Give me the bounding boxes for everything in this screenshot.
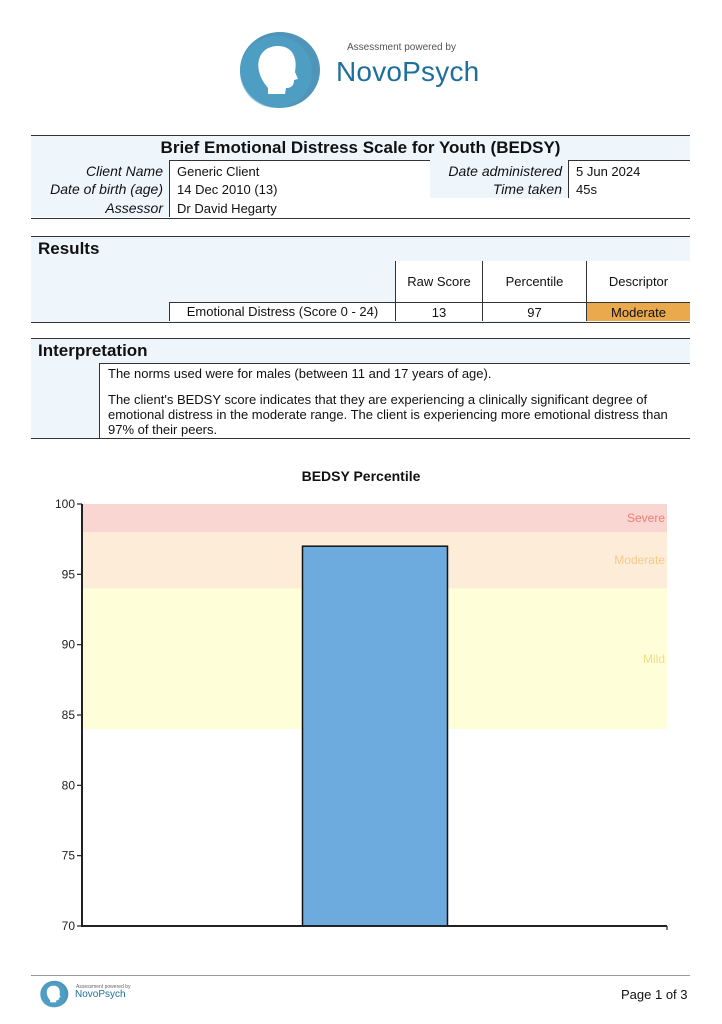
bar-percentile [303, 546, 448, 926]
brand-name: NovoPsych [336, 56, 480, 87]
column-header-percentile: Percentile [482, 261, 586, 302]
raw-score-value: 13 [395, 302, 482, 321]
band-label-moderate: Moderate [614, 553, 665, 567]
emotional-distress-row-label: Emotional Distress (Score 0 - 24) [169, 302, 395, 321]
results-heading: Results [38, 239, 100, 258]
y-tick-label: 100 [54, 497, 75, 511]
interpretation-section [31, 338, 690, 439]
date-administered-label: Date administered [448, 163, 562, 179]
interpretation-summary: The client's BEDSY score indicates that they are experiencing a clinically significant degree of emotional distress in the moderate range. The client is experiencing more emotional distress than 97% of their peers. [108, 392, 668, 437]
assessor-label: Assessor [105, 200, 163, 216]
novopsych-footer-logo-icon [39, 980, 69, 1008]
time-taken-label: Time taken [492, 181, 562, 197]
time-taken-value: 45s [576, 182, 597, 197]
y-tick-label: 85 [61, 708, 75, 722]
y-tick-label: 70 [61, 919, 75, 933]
dob-value: 14 Dec 2010 (13) [177, 182, 278, 197]
divider [568, 160, 569, 198]
results-table [395, 261, 690, 321]
date-administered-value: 5 Jun 2024 [576, 164, 641, 179]
client-name-label: Client Name [85, 163, 163, 179]
descriptor-badge: Moderate [586, 302, 690, 321]
y-tick-label: 75 [61, 848, 75, 863]
interpretation-text [99, 363, 690, 438]
client-info-block [31, 135, 690, 219]
footer-brand: NovoPsych [75, 989, 126, 1000]
title-bar [31, 136, 690, 161]
powered-by-text: Assessment powered by [347, 42, 456, 53]
y-tick-label: 90 [61, 637, 75, 652]
dob-label: Date of birth (age) [50, 181, 163, 197]
results-section [31, 236, 690, 323]
interpretation-heading: Interpretation [38, 341, 148, 360]
y-tick-label: 80 [61, 778, 75, 793]
band-label-mild: Mild [642, 652, 665, 666]
page-number: Page 1 of 3 [621, 987, 688, 1002]
client-name-value: Generic Client [177, 164, 260, 179]
interpretation-norms: The norms used were for males (between 11 and 17 years of age). [108, 366, 492, 381]
footer-powered-by: Assessment powered by [76, 984, 131, 990]
column-header-raw-score: Raw Score [395, 261, 482, 302]
report-title: Brief Emotional Distress Scale for Youth (BEDSY) [160, 138, 561, 157]
percentile-value: 97 [482, 302, 586, 321]
chart-title: BEDSY Percentile [301, 468, 421, 484]
column-header-descriptor: Descriptor [586, 261, 690, 302]
band-label-severe: Severe [626, 511, 665, 525]
novopsych-logo-icon [238, 30, 320, 110]
divider [169, 160, 170, 217]
percentile-chart [0, 490, 722, 940]
band-severe [82, 504, 667, 532]
footer-divider [31, 975, 690, 976]
y-tick-label: 95 [61, 567, 75, 582]
assessor-value: Dr David Hegarty [177, 201, 277, 216]
